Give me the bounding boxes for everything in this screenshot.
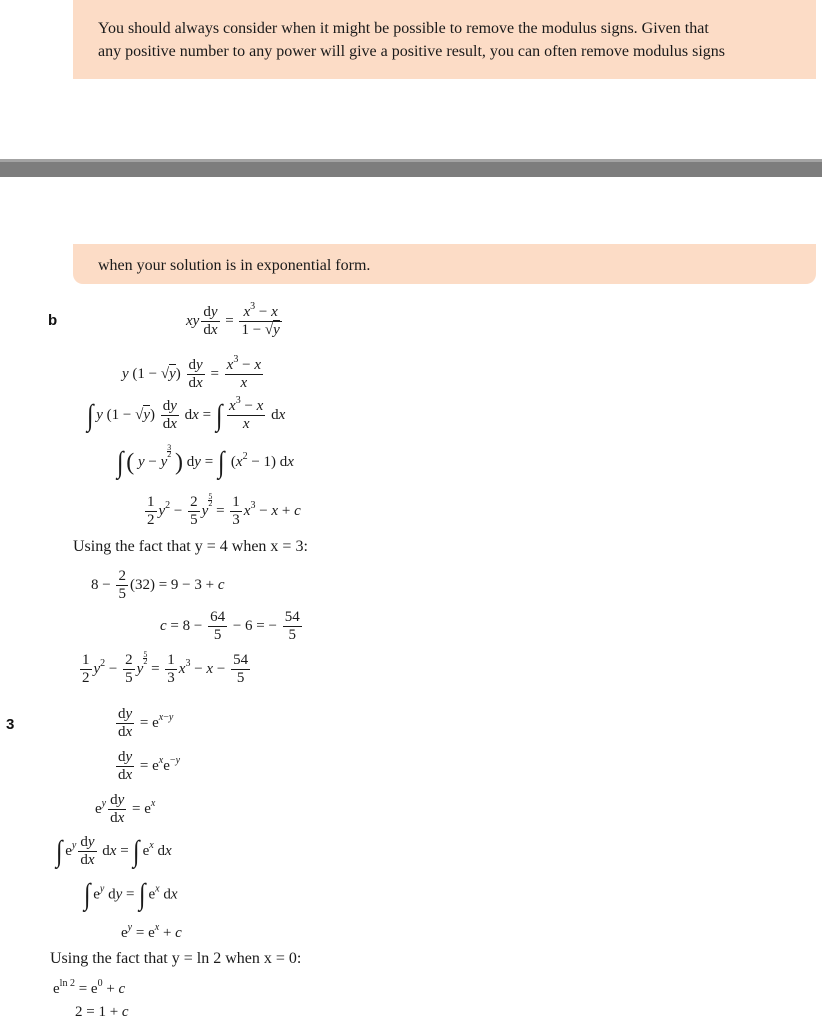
equation-b-2: y (1 − √y) $\frac{dy}{dx}$ = $\frac{x^3 - x}{x}$ bbox=[122, 354, 261, 391]
equation-3-1: $\frac{dy}{dx}$ = $e^{x-y}$ bbox=[118, 706, 174, 740]
note-line-3: when your solution is in exponential form. bbox=[98, 257, 371, 274]
equation-b-4: ∫ ( y − y $\frac{3}{2}$ ) dy = ∫ $(x^2 - 1)$ dx bbox=[116, 443, 294, 479]
equation-b-7: c = 8 − $\frac{64}{5}$ − 6 = − $\frac{54}{5}$ bbox=[160, 609, 300, 643]
equation-b-3: ∫ y (1 − √y) $\frac{dy}{dx}$ dx = ∫ $\frac{x^3 - x}{x}$ dx bbox=[86, 395, 286, 432]
part-b-label: b bbox=[48, 312, 58, 329]
equation-3-3: $e^y$ $\frac{dy}{dx}$ = $e^x$ bbox=[95, 792, 156, 826]
note-box-top bbox=[73, 0, 816, 79]
equation-3-4: ∫ $e^y$ $\frac{dy}{dx}$ dx = ∫ $e^x$ dx bbox=[55, 834, 172, 868]
page-divider bbox=[0, 159, 822, 177]
equation-3-2: $\frac{dy}{dx}$ = $e^xe^{-y}$ bbox=[118, 749, 181, 783]
equation-b-5: $\frac{1}{2}$ $y^2$ − $\frac{2}{5}$ y $\frac{5}{2}$ = $\frac{1}{3}$ $x^3 - x + c$ bbox=[147, 492, 301, 529]
equation-3-7: $e^{ln 2} = e^0 + c$ bbox=[53, 978, 126, 997]
equation-b-8: $\frac{1}{2}$ $y^2$ − $\frac{2}{5}$ y $\frac{5}{2}$ = $\frac{1}{3}$ $x^3 - x$ − $\frac{54}{5}$ bbox=[82, 650, 249, 687]
question-3-label: 3 bbox=[6, 716, 15, 733]
equation-3-6: $e^y = e^x + c$ bbox=[121, 922, 182, 941]
note-box-bottom bbox=[73, 244, 816, 284]
part-b-condition: Using the fact that y = 4 when x = 3: bbox=[73, 538, 308, 555]
equation-b-1: xy $\frac{dy}{dx}$ = $\frac{x^3 - x}{1 - √y}$ bbox=[186, 301, 280, 338]
question-3-condition: Using the fact that y = ln 2 when x = 0: bbox=[50, 950, 302, 967]
note-line-2: any positive number to any power will give a positive result, you can often remove modulus signs bbox=[98, 43, 725, 60]
equation-3-5: ∫ $e^y$ dy = ∫ $e^x$ dx bbox=[83, 878, 178, 911]
equation-3-8: 2 = 1 + c bbox=[75, 1004, 129, 1020]
equation-b-6: 8 − $\frac{2}{5}$ (32) = 9 − 3 + c bbox=[91, 568, 225, 602]
note-line-1: You should always consider when it might be possible to remove the modulus signs. Given that bbox=[98, 20, 709, 37]
